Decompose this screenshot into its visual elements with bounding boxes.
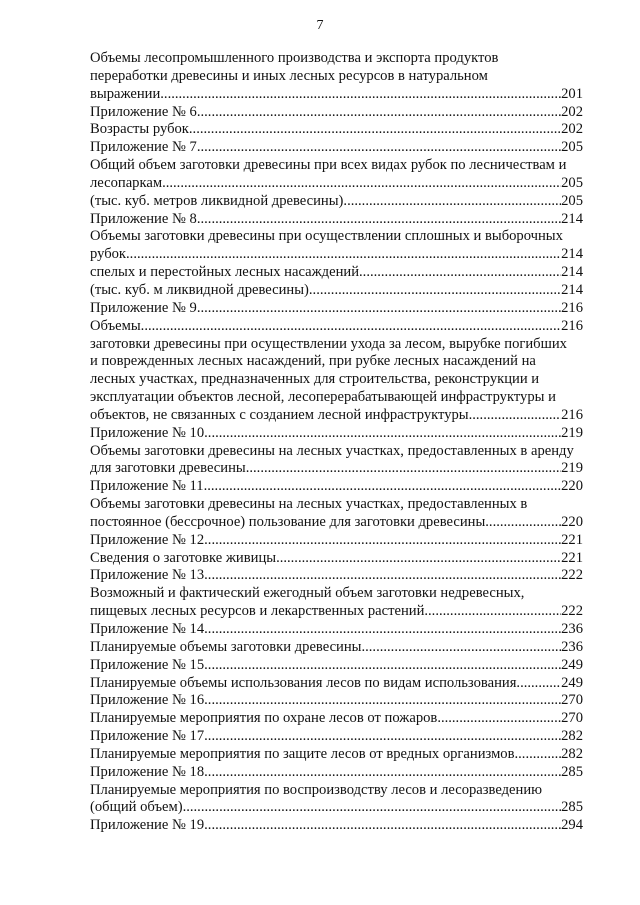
toc-entry-leader-line — [90, 514, 583, 532]
toc-entry-title: Приложение № 14 — [90, 621, 205, 637]
toc-entry-leader-line — [90, 425, 583, 443]
toc-entry-line: Объемы заготовки древесины при осуществлении сплошных и выборочных — [90, 228, 563, 245]
toc-entry-page-number: 270 — [561, 710, 583, 727]
dot-leader — [343, 193, 561, 211]
toc-entry-title: Приложение № 7 — [90, 139, 197, 156]
dot-leader — [160, 86, 561, 104]
toc-entry-leader-line — [90, 603, 583, 621]
toc-entry-leader-line — [90, 193, 583, 211]
toc-entry — [90, 550, 583, 568]
toc-entry-page-number: 214 — [561, 210, 583, 227]
toc-entry-title: Приложение № 12 — [90, 531, 205, 548]
toc-entry-page-number: 221 — [561, 549, 583, 566]
toc-entry-line: лесных участках, предназначенных для строительства, реконструкции и — [90, 371, 540, 388]
dot-leader — [204, 478, 562, 496]
toc-entry-page-number: 249 — [561, 656, 583, 673]
toc-entry-title: Планируемые мероприятия по охране лесов от пожаров — [90, 710, 438, 727]
toc-entry-page-number: 201 — [561, 85, 583, 102]
toc-entry-line: Объемы заготовки древесины на лесных участках, предоставленных в аренду — [90, 442, 574, 459]
toc-entry-page-number: 214 — [561, 281, 583, 298]
toc-entry-page-number: 270 — [561, 692, 583, 709]
toc-entry — [90, 692, 583, 710]
toc-entry-page-number: 216 — [561, 317, 583, 334]
dot-leader — [485, 514, 561, 532]
toc-entry-leader-line — [90, 300, 583, 318]
toc-entry-title: Приложение № 15 — [90, 656, 205, 673]
toc-entry — [90, 567, 583, 585]
toc-entry-title: Сведения о заготовке живицы — [90, 549, 277, 566]
dot-leader — [204, 532, 561, 550]
toc-entry — [90, 157, 583, 193]
toc-entry — [90, 532, 583, 550]
toc-entry — [90, 139, 583, 157]
toc-entry-leader-line — [90, 817, 583, 835]
dot-leader — [162, 175, 561, 193]
toc-entry-page-number: 205 — [561, 192, 583, 209]
dot-leader — [126, 246, 561, 264]
toc-entry-title: Приложение № 18 — [90, 763, 205, 780]
toc-entry-title: пищевых лесных ресурсов и лекарственных растений — [90, 603, 425, 620]
toc-entry-title: Планируемые объемы заготовки древесины — [90, 638, 362, 655]
page-number: 7 — [316, 18, 324, 33]
toc-entry-leader-line — [90, 139, 583, 157]
toc-entry-leader-line — [90, 175, 583, 193]
toc-entry-leader-line — [90, 675, 583, 693]
toc-entry-page-number: 216 — [561, 299, 583, 316]
dot-leader — [183, 799, 562, 817]
toc-entry-leader-line — [90, 318, 583, 336]
toc-entry-leader-line — [90, 86, 583, 104]
toc-entry — [90, 478, 583, 496]
toc-entry-title: Объемы — [90, 317, 141, 334]
toc-entry-leader-line — [90, 657, 583, 675]
toc-entry-title: Приложение № 17 — [90, 728, 205, 745]
toc-entry-leader-line — [90, 692, 583, 710]
dot-leader — [204, 425, 561, 443]
dot-leader — [204, 764, 561, 782]
toc-entry-line: эксплуатации объектов лесной, лесоперерабатывающей инфраструктуры и — [90, 389, 556, 406]
toc-entry-leader-line — [90, 567, 583, 585]
toc-entry-page-number: 216 — [561, 406, 583, 423]
toc-entry-leader-line — [90, 478, 583, 496]
toc-entry — [90, 211, 583, 229]
dot-leader — [309, 282, 561, 300]
dot-leader — [141, 318, 561, 336]
toc-entry-line: Объемы заготовки древесины на лесных участках, предоставленных в — [90, 496, 528, 513]
toc-entry — [90, 50, 583, 104]
toc-entry — [90, 764, 583, 782]
toc-entry — [90, 621, 583, 639]
toc-entry — [90, 496, 583, 532]
toc-entry-page-number: 219 — [561, 424, 583, 441]
dot-leader — [204, 621, 561, 639]
toc-entry-leader-line — [90, 264, 583, 282]
toc-entry-leader-line — [90, 764, 583, 782]
toc-entry-page-number: 222 — [561, 567, 583, 584]
toc-entry — [90, 675, 583, 693]
toc-entry — [90, 425, 583, 443]
toc-entry-title: Приложение № 8 — [90, 210, 197, 227]
toc-entry-line: Объемы лесопромышленного производства и экспорта продуктов — [90, 50, 499, 66]
dot-leader — [204, 692, 561, 710]
toc-entry-page-number: 221 — [561, 531, 583, 548]
toc-entry-title: лесопаркам — [90, 174, 163, 191]
toc-entry-title: постоянное (бессрочное) пользование для заготовки древесины — [90, 513, 486, 530]
toc-entry-page-number: 222 — [561, 603, 583, 620]
dot-leader — [361, 639, 561, 657]
dot-leader — [469, 407, 562, 425]
toc-entry — [90, 443, 583, 479]
toc-entry — [90, 104, 583, 122]
toc-entry-title: Планируемые мероприятия по защите лесов от вредных организмов — [90, 745, 515, 762]
dot-leader — [246, 460, 561, 478]
toc-entry — [90, 639, 583, 657]
toc-entry — [90, 318, 583, 336]
toc-entry-title: рубок — [90, 246, 127, 263]
dot-leader — [359, 264, 561, 282]
toc-entry-page-number: 282 — [561, 745, 583, 762]
toc-entry — [90, 817, 583, 835]
toc-entry — [90, 228, 583, 264]
toc-entry-line: Общий объем заготовки древесины при всех видах рубок по лесничествам и — [90, 157, 567, 174]
dot-leader — [437, 710, 561, 728]
toc-entry-leader-line — [90, 282, 583, 300]
toc-entry — [90, 193, 583, 211]
toc-entry — [90, 336, 583, 425]
toc-entry-leader-line — [90, 104, 583, 122]
dot-leader — [197, 139, 561, 157]
toc-entry-page-number: 205 — [561, 139, 583, 156]
toc-entry-title: Приложение № 6 — [90, 103, 197, 120]
toc-entry — [90, 710, 583, 728]
table-of-contents — [90, 50, 583, 835]
toc-entry — [90, 657, 583, 675]
toc-entry — [90, 121, 583, 139]
toc-entry-title: Приложение № 16 — [90, 692, 205, 709]
toc-entry-leader-line — [90, 460, 583, 478]
toc-entry-page-number: 220 — [561, 478, 583, 495]
toc-entry — [90, 746, 583, 764]
dot-leader — [204, 567, 561, 585]
toc-entry-line: переработки древесины и иных лесных ресурсов в натуральном — [90, 67, 488, 84]
toc-entry — [90, 300, 583, 318]
toc-entry-title: выражении — [90, 85, 161, 102]
toc-entry-leader-line — [90, 639, 583, 657]
toc-entry — [90, 585, 583, 621]
toc-entry-title: Приложение № 13 — [90, 567, 205, 584]
dot-leader — [276, 550, 561, 568]
toc-entry-page-number: 214 — [561, 246, 583, 263]
toc-entry-line: и поврежденных лесных насаждений, при рубке лесных насаждений на — [90, 353, 536, 370]
toc-entry-title: спелых и перестойных лесных насаждений — [90, 264, 360, 281]
toc-entry-page-number: 205 — [561, 174, 583, 191]
toc-entry — [90, 282, 583, 300]
toc-entry-page-number: 282 — [561, 728, 583, 745]
dot-leader — [204, 657, 561, 675]
dot-leader — [516, 675, 561, 693]
toc-entry-title: (общий объем) — [90, 799, 183, 816]
toc-entry-page-number: 285 — [561, 763, 583, 780]
toc-entry-title: Приложение № 10 — [90, 424, 205, 441]
toc-entry-page-number: 214 — [561, 264, 583, 281]
toc-entry-leader-line — [90, 710, 583, 728]
toc-entry-leader-line — [90, 532, 583, 550]
dot-leader — [189, 121, 561, 139]
toc-entry-page-number: 236 — [561, 638, 583, 655]
toc-entry-title: Приложение № 11 — [90, 478, 204, 495]
toc-entry-title: для заготовки древесины — [90, 460, 246, 477]
toc-entry-title: Приложение № 9 — [90, 299, 197, 316]
toc-entry-title: Приложение № 19 — [90, 817, 205, 834]
toc-entry-leader-line — [90, 799, 583, 817]
toc-entry-leader-line — [90, 550, 583, 568]
dot-leader — [204, 817, 561, 835]
toc-entry-title: объектов, не связанных с созданием лесной инфраструктуры — [90, 406, 469, 423]
toc-entry-page-number: 202 — [561, 121, 583, 138]
toc-entry-page-number: 202 — [561, 103, 583, 120]
toc-entry-leader-line — [90, 621, 583, 639]
toc-entry-title: Возрасты рубок — [90, 121, 189, 138]
toc-entry-title: Планируемые объемы использования лесов по видам использования — [90, 674, 517, 691]
toc-entry-title: (тыс. куб. метров ликвидной древесины) — [90, 192, 344, 209]
toc-entry — [90, 782, 583, 818]
toc-entry-leader-line — [90, 407, 583, 425]
toc-entry-page-number: 294 — [561, 817, 583, 834]
toc-entry — [90, 264, 583, 282]
toc-entry-page-number: 219 — [561, 460, 583, 477]
toc-entry-leader-line — [90, 728, 583, 746]
toc-entry-line: Планируемые мероприятия по воспроизводству лесов и лесоразведению — [90, 781, 543, 798]
toc-entry-leader-line — [90, 121, 583, 139]
toc-entry-leader-line — [90, 246, 583, 264]
toc-entry-line: Возможный и фактический ежегодный объем заготовки недревесных, — [90, 585, 525, 602]
toc-entry-line: заготовки древесины при осуществлении ухода за лесом, вырубке погибших — [90, 335, 567, 352]
toc-entry-title: (тыс. куб. м ликвидной древесины) — [90, 281, 309, 298]
toc-entry-page-number: 249 — [561, 674, 583, 691]
toc-entry-leader-line — [90, 211, 583, 229]
dot-leader — [424, 603, 561, 621]
dot-leader — [197, 300, 561, 318]
toc-entry — [90, 728, 583, 746]
toc-entry-page-number: 236 — [561, 621, 583, 637]
dot-leader — [515, 746, 562, 764]
toc-entry-page-number: 220 — [561, 513, 583, 530]
toc-entry-page-number: 285 — [561, 799, 583, 816]
dot-leader — [204, 728, 561, 746]
dot-leader — [197, 211, 561, 229]
toc-entry-leader-line — [90, 746, 583, 764]
dot-leader — [197, 104, 561, 122]
